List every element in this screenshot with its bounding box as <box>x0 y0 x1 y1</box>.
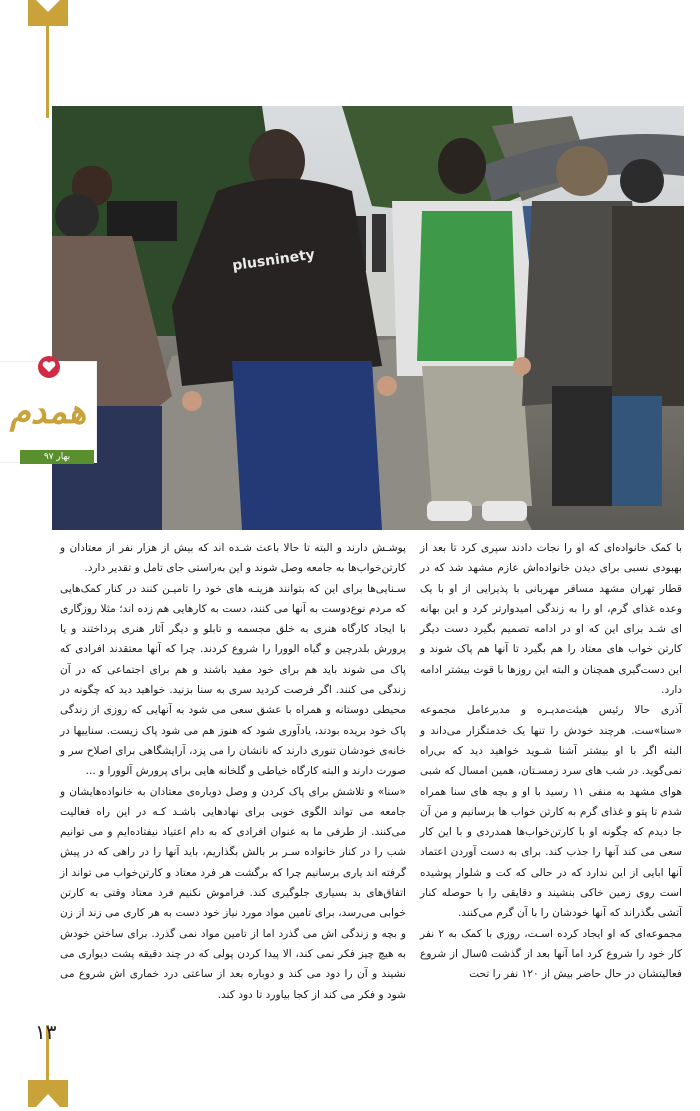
paragraph: مجموعه‌ای که او ایجاد کرده اسـت، روزی با کمک به ۲ نفر کار خود را شروع کرد اما آنها بعد از گذشت ۵سال از شروع فعالیتشان در حال حاضر بیش از ۱۲۰ نفر را تحت <box>420 927 682 981</box>
shirt-print: plusninety <box>231 246 316 275</box>
bottom-ornament <box>28 1080 68 1107</box>
article-photo <box>52 106 684 530</box>
magazine-badge <box>0 362 96 462</box>
paragraph: آذری حالا رئیس هیئت‌مدیـره و مدیرعامل مجموعه «سنا»ست. هرچند خودش را تنها یک خدمتگزار می‌داند و البته اگر با او بیشتر آشنا شـوید خواهید دید که بی‌راه نمی‌گوید. در شب های سرد زمسـتان، همین امسال که شبی هوای مشهد به منفی ۱۱ رسید با او و بچه های سنا همراه شدم تا پتو و غذای گرم به کارتن خواب ها برسانیم و من آن جا دیدم که چگونه او با کارتن‌خواب‌ها همدردی و با این کار سعی می کند آنها را جذب کند. برای به دست آوردن اعتماد آنها ابایی از این ندارد که در حالی که کت و شلوار پوشیده است روی زمین خاکی بنشیند و دقایقی را با حوصله کنار آتشی بگذراند که آنها خودشان را با آن گرم می‌کنند. <box>420 704 683 920</box>
top-ornament-line <box>46 26 49 118</box>
right-column <box>420 538 682 985</box>
page-number: ۱۳ <box>35 1020 57 1044</box>
paragraph: پوشـش دارند و البته تا حالا باعث شـده اند که بیش از هزار نفر از معتادان و کارتن‌خواب‌ها به جامعه وصل شوند و این به‌راستی جای تامل و تقدیر دارد. <box>60 542 406 575</box>
left-column <box>60 538 406 1005</box>
paragraph: «سنا» و تلاشش برای پاک کردن و وصل دوباره‌ی معتادان به خانواده‌هایشان و جامعه می تواند الگوی خوبی برای نهادهایی باشـد کـه در این راه فعالیت می‌کنند. از طرفی ما به عنوان افرادی که به دام اعتیاد نیفتاده‌ایم و می توانیم شب را در کنار خانواده سـر بر بالش بگذاریم، باید آنها را در راهی که در پیش گرفته اند یاری برسانیم چرا که برگشت هر فرد معتاد و کارتن‌خواب می تواند از اتفاق‌های بد بسیاری جلوگیری کند. فراموش نکنیم فرد معتاد وقتی به کارتن خوابی می‌رسد، برای تامین مواد مورد نیاز خود دست به هر کاری می زند از زن و بچه و زندگی اش می گذرد اما از تامین مواد نمی گذرد. برای ساختن خودش به هیچ چیز فکر نمی کند، الا پیدا کردن پولی که در چند دقیقه پشت دیواری می نشیند و آن را دود می کند و دوباره بعد از ساعتی درد خماری اش شروع می شود و فکر می کند از کجا بیاورد تا دود کند. <box>60 785 406 1001</box>
top-ornament <box>28 0 68 26</box>
paragraph: با کمک خانواده‌ای که او را نجات دادند سپری کرد تا بعد از بهبودی نسبی برای دیدن خانواده‌اش عازم مشهد شد که در قطار تهران مشهد مسافر مهربانی با پذیرایی از او با یک وعده غذای گرم، او را به زندگی امیدوارتر کرد و این بهانه ای شـد برای این که او در ادامه تصمیم بگیرد دست دیگر کارتن خواب های معتاد را هم بگیرد تا آنها هم پاک شوند و این دست‌گیری همچنان و البته این روزها با قوت بیشتر ادامه دارد. <box>420 542 682 697</box>
heart-icon <box>38 356 60 378</box>
paragraph: سـنایی‌ها برای این که بتوانند هزینـه های خود را تامیـن کنند در کنار کمک‌هایی که مردم نوع‌دوست به آنها می کنند، دست به کارهایی هم زده اند؛ مثلا روزگاری با ایجاد کارگاه هنری به خلق مجسمه و تابلو و دیگر آثار هنری پرداختند و یا پرورش بلدرچین و گیاه الوورا را شروع کردند. چرا که آنها معتقدند افرادی که پاک می شوند باید هم برای خود مفید باشند و هم برای اجتماعی که در آن زندگی می کنند. اگر فرصت کردید سری به سنا بزنید. خواهید دید که چگونه در محیطی دوستانه و همراه با عشق سعی می شود به آنهایی که روزی از زندگی پاک خود بریده بودند، یادآوری شود که هنوز هم می شود پاک زیست. سناییها در خانه‌ی خودشان تنوری دارند که نانشان را می پزد، آرایشگاهی برای اصلاح سر و صورت دارند و البته کارگاه خیاطی و گلخانه هایی برای پرورش آلوورا و ... <box>60 582 406 778</box>
magazine-logo: همدم <box>9 392 87 432</box>
season-badge: بهار ۹۷ <box>20 450 94 464</box>
